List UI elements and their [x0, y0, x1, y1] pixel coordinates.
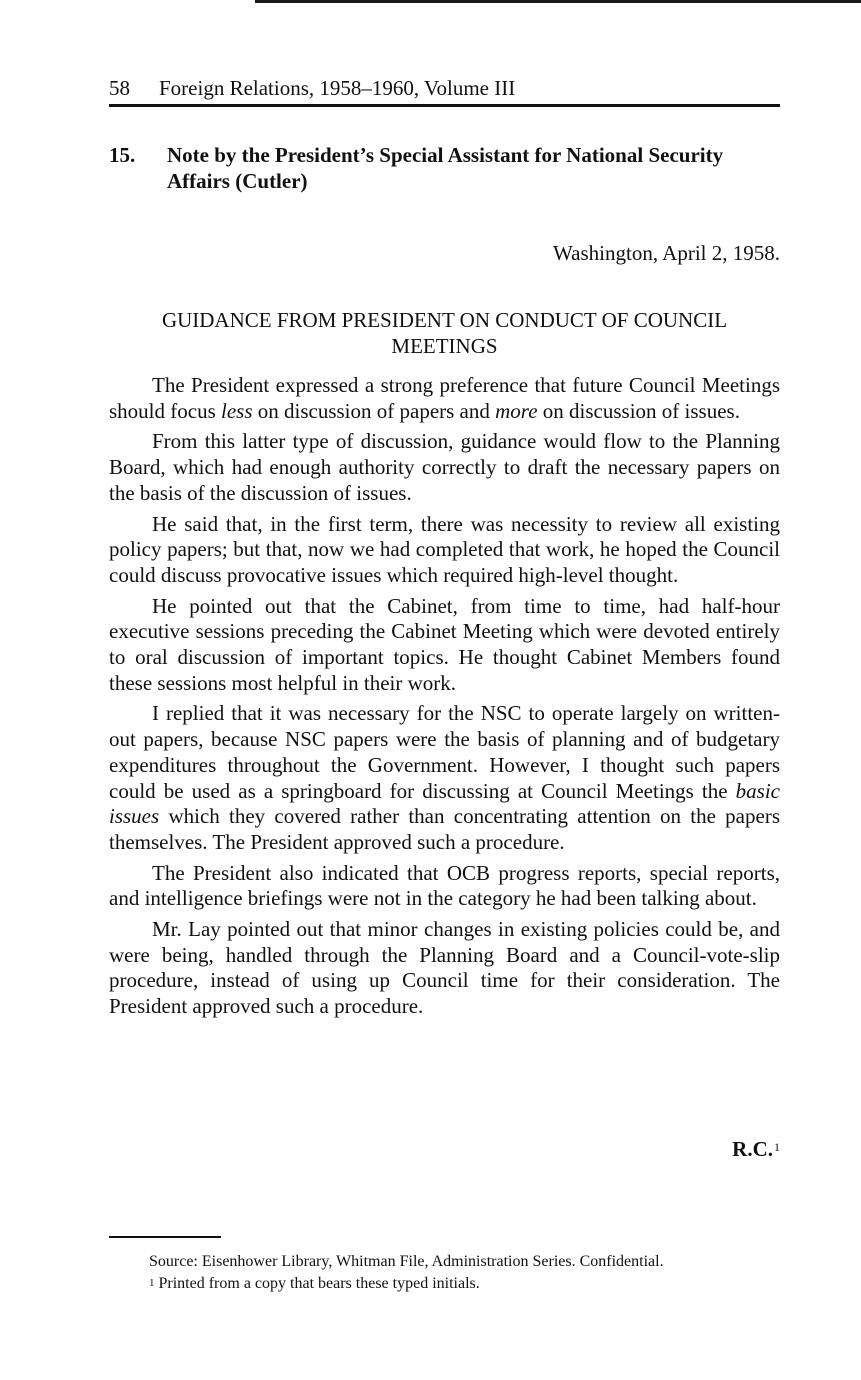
series-title: Foreign Relations, 1958–1960, Volume III	[159, 76, 516, 100]
page-number: 58	[109, 76, 130, 100]
paragraph-1-text-c: on discussion of papers and	[252, 398, 496, 423]
signature-text: R.C.	[732, 1137, 773, 1161]
paragraph-5-text-a: I replied that it was necessary for the NSC to operate largely on written-out papers, because NSC papers were the basis of planning and of budgetary expenditures throughout the Government. However, I thought such papers could be used as a springboard for discussing at Council Meetings the	[109, 701, 780, 803]
dateline: Washington, April 2, 1958.	[553, 241, 780, 265]
document-body	[109, 373, 780, 1025]
paragraph-1-text-e: on discussion of issues.	[537, 398, 740, 423]
source-note: Source: Eisenhower Library, Whitman File, Administration Series. Confidential.	[149, 1253, 664, 1270]
document-number: 15.	[109, 143, 136, 167]
footnote-1-mark: 1	[149, 1277, 155, 1289]
document-title: Note by the President’s Special Assistant for National Security Affairs (Cutler)	[167, 143, 724, 193]
paragraph-1-text-a: The President expressed a strong preference that future Council Meetings should focus	[109, 373, 780, 423]
paragraph-5-emphasis-basic-issues: basic issues	[109, 778, 780, 829]
paragraph-1-emphasis-less: less	[221, 398, 253, 423]
paragraph-4: He pointed out that the Cabinet, from time to time, had half-hour executive sessions preceding the Cabinet Meeting which were devoted entirely to oral discussion of important topics. He thought Cabinet Members found these sessions most helpful in their work.	[109, 593, 780, 695]
signature-footnote-mark: 1	[774, 1140, 780, 1154]
footnotes	[149, 1251, 780, 1295]
scan-edge-line	[255, 0, 861, 3]
paragraph-2: From this latter type of discussion, guidance would flow to the Planning Board, which had enough authority correctly to draft the necessary papers on the basis of the discussion of issues.	[109, 429, 780, 505]
header-rule	[109, 104, 780, 107]
footnote-1	[149, 1273, 780, 1295]
paragraph-6: The President also indicated that OCB progress reports, special reports, and intelligence briefings were not in the category he had been talking about.	[109, 860, 780, 911]
paragraph-5	[109, 701, 780, 855]
paragraph-1-emphasis-more: more	[495, 398, 538, 423]
running-head	[109, 74, 780, 104]
footnote-rule	[109, 1236, 221, 1238]
subject-heading: GUIDANCE FROM PRESIDENT ON CONDUCT OF COUNCIL MEETINGS	[161, 308, 728, 358]
signature-initials	[732, 1136, 780, 1162]
paragraph-1	[109, 373, 780, 424]
paragraph-3: He said that, in the first term, there was necessity to review all existing policy papers; but that, now we had completed that work, he hoped the Council could discuss provocative issues which required high-level thought.	[109, 511, 780, 587]
footnote-1-text: Printed from a copy that bears these typed initials.	[158, 1275, 480, 1292]
paragraph-5-text-c: which they covered rather than concentrating attention on the papers themselves. The President approved such a procedure.	[109, 804, 780, 854]
paragraph-7: Mr. Lay pointed out that minor changes in existing policies could be, and were being, handled through the Planning Board and a Council-vote-slip procedure, instead of using up Council time for their consideration. The President approved such a procedure.	[109, 917, 780, 1019]
